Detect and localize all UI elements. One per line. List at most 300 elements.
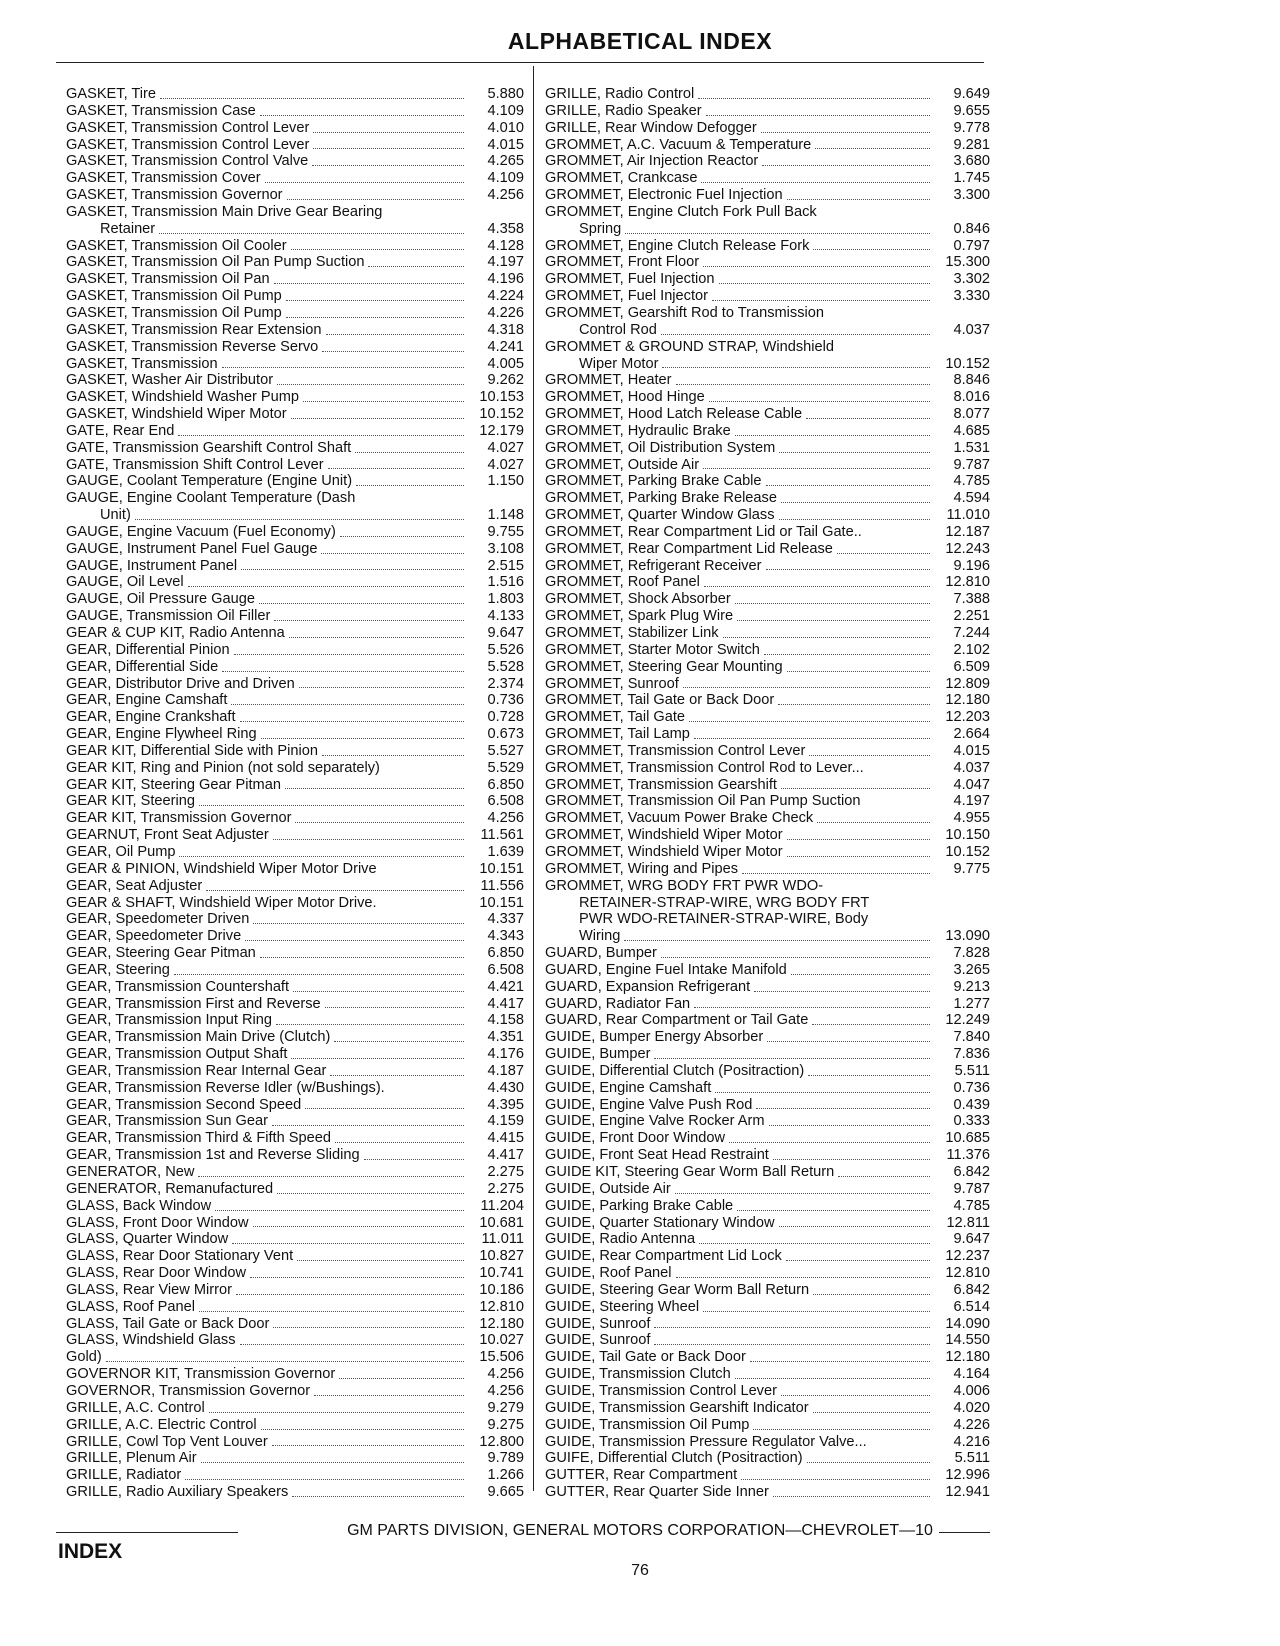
entry-name: GAUGE, Engine Coolant Temperature (Dash [66, 490, 356, 507]
dot-leader [201, 1462, 464, 1463]
entry-page: 5.529 [487, 759, 524, 776]
dot-leader [787, 856, 930, 857]
entry-name: GASKET, Transmission Oil Cooler [66, 237, 287, 254]
dot-leader [321, 553, 464, 554]
dot-leader [694, 1007, 930, 1008]
entry-name: GEAR, Steering [66, 961, 170, 978]
dot-leader [654, 1327, 930, 1328]
entry-page: 6.850 [487, 776, 524, 793]
entry-page: 12.810 [479, 1298, 524, 1315]
entry-page: 4.027 [487, 456, 524, 473]
index-entry [545, 1400, 990, 1417]
index-entry [66, 827, 524, 844]
index-entry [66, 1198, 524, 1215]
entry-name: GEAR & SHAFT, Windshield Wiper Motor Drive. [66, 894, 377, 911]
dot-leader [813, 249, 930, 250]
entry-name: GOVERNOR, Transmission Governor [66, 1382, 311, 1399]
entry-name: GATE, Transmission Gearshift Control Shaft [66, 439, 352, 456]
entry-page: 5.511 [954, 1062, 990, 1079]
index-entry [66, 1063, 524, 1080]
index-entry [66, 962, 524, 979]
entry-page: 11.561 [480, 827, 524, 844]
dot-leader [291, 1058, 464, 1059]
entry-page: 3.302 [953, 271, 990, 288]
entry-page: 10.152 [945, 843, 990, 860]
index-entry [66, 1248, 524, 1265]
dot-leader [174, 974, 464, 975]
entry-page: 10.685 [945, 1130, 990, 1147]
index-entry [545, 1316, 990, 1333]
entry-name: GROMMET, Fuel Injector [545, 288, 708, 305]
index-entry [545, 322, 990, 339]
index-entry [545, 1349, 990, 1366]
index-entry [545, 692, 990, 709]
entry-page: 3.680 [953, 153, 990, 170]
entry-name: GROMMET, Hydraulic Brake [545, 422, 731, 439]
entry-name: GATE, Transmission Shift Control Lever [66, 456, 324, 473]
index-entry [545, 962, 990, 979]
entry-name: GUTTER, Rear Quarter Side Inner [545, 1484, 769, 1501]
entry-page: 4.109 [487, 102, 524, 119]
entry-name: GUIDE, Steering Gear Worm Ball Return [545, 1281, 810, 1298]
entry-name: GROMMET, Tail Lamp [545, 726, 690, 743]
dot-leader [735, 603, 930, 604]
index-entry [66, 1484, 524, 1501]
entry-name: GROMMET, Hood Hinge [545, 389, 705, 406]
index-entry [545, 1080, 990, 1097]
entry-page: 5.528 [487, 658, 524, 675]
index-entry [545, 187, 990, 204]
index-entry [545, 760, 990, 777]
entry-page: 7.840 [953, 1029, 990, 1046]
entry-page: 3.108 [487, 540, 524, 557]
entry-name: GEAR, Steering Gear Pitman [66, 945, 256, 962]
entry-page: 4.226 [953, 1416, 990, 1433]
entry-name: GEAR, Transmission 1st and Reverse Sliding [66, 1147, 360, 1164]
entry-page: 4.351 [487, 1029, 524, 1046]
entry-name: GROMMET, Rear Compartment Lid or Tail Gate.. [545, 523, 862, 540]
index-entry [545, 1029, 990, 1046]
entry-name: GEAR, Distributor Drive and Driven [66, 675, 295, 692]
entry-name: GROMMET, Transmission Control Lever [545, 742, 806, 759]
index-entry [545, 1383, 990, 1400]
entry-name: GRILLE, A.C. Control [66, 1399, 205, 1416]
index-entry [66, 1130, 524, 1147]
index-entry [545, 659, 990, 676]
dot-leader [712, 300, 930, 301]
entry-name: GASKET, Transmission Oil Pump [66, 288, 282, 305]
entry-name: GLASS, Rear Door Stationary Vent [66, 1248, 294, 1265]
index-entry [545, 1484, 990, 1501]
dot-leader [339, 1378, 464, 1379]
dot-leader [368, 266, 464, 267]
entry-name: GEAR KIT, Differential Side with Pinion [66, 742, 318, 759]
entry-page: 6.509 [953, 658, 990, 675]
entry-name: GLASS, Back Window [66, 1197, 212, 1214]
dot-leader [293, 991, 464, 992]
dot-leader [286, 300, 464, 301]
entry-name: GUIDE, Roof Panel [545, 1265, 672, 1282]
entry-name: GEAR, Speedometer Driven [66, 911, 250, 928]
entry-name: GLASS, Rear Door Window [66, 1265, 247, 1282]
index-entry [545, 1366, 990, 1383]
entry-page: 4.196 [487, 271, 524, 288]
index-entry [545, 204, 990, 221]
entry-name: GUARD, Expansion Refrigerant [545, 978, 751, 995]
dot-leader [234, 654, 464, 655]
index-entry [66, 86, 524, 103]
entry-page: 5.526 [487, 641, 524, 658]
index-entry [66, 659, 524, 676]
dot-leader [766, 485, 930, 486]
dot-leader [313, 148, 464, 149]
index-entry [545, 928, 990, 945]
dot-leader [808, 1075, 930, 1076]
index-entry [545, 743, 990, 760]
dot-leader [729, 1142, 930, 1143]
dot-leader [703, 468, 930, 469]
dot-leader [198, 1176, 464, 1177]
entry-page: 12.811 [946, 1214, 990, 1231]
entry-name: GLASS, Rear View Mirror [66, 1281, 232, 1298]
entry-name: GEAR, Transmission First and Reverse [66, 995, 321, 1012]
entry-name: GROMMET, Transmission Oil Pan Pump Suction [545, 793, 861, 810]
index-column-left [66, 86, 524, 1501]
dot-leader [807, 1462, 930, 1463]
dot-leader [260, 957, 464, 958]
dot-leader [291, 418, 464, 419]
entry-page: 4.785 [953, 1197, 990, 1214]
index-entry [545, 1046, 990, 1063]
index-entry [545, 221, 990, 238]
dot-leader [676, 384, 931, 385]
dot-leader [335, 1142, 464, 1143]
entry-name: GUIDE, Front Door Window [545, 1130, 726, 1147]
entry-name: GROMMET, Shock Absorber [545, 591, 731, 608]
index-entry [66, 541, 524, 558]
entry-page: 0.736 [953, 1079, 990, 1096]
entry-page: 12.800 [479, 1433, 524, 1450]
index-entry [66, 1332, 524, 1349]
entry-name: GROMMET, Windshield Wiper Motor [545, 827, 783, 844]
entry-page: 10.152 [479, 406, 524, 423]
entry-name: GROMMET, Fuel Injection [545, 271, 715, 288]
entry-page: 9.775 [953, 860, 990, 877]
dot-leader [787, 839, 930, 840]
entry-page: 14.550 [945, 1332, 990, 1349]
entry-page: 4.337 [487, 911, 524, 928]
entry-page: 4.216 [953, 1433, 990, 1450]
index-entry [66, 558, 524, 575]
entry-name: GUARD, Engine Fuel Intake Manifold [545, 961, 787, 978]
entry-name: GUIDE, Radio Antenna [545, 1231, 696, 1248]
index-entry [66, 271, 524, 288]
entry-page: 3.330 [953, 288, 990, 305]
entry-name: GROMMET, Parking Brake Cable [545, 473, 762, 490]
entry-page: 8.077 [953, 406, 990, 423]
dot-leader [285, 788, 464, 789]
entry-name: GEAR, Transmission Third & Fifth Speed [66, 1130, 331, 1147]
entry-name: GROMMET, Windshield Wiper Motor [545, 843, 783, 860]
entry-page: 4.256 [487, 1366, 524, 1383]
entry-name: GEAR, Speedometer Drive [66, 928, 242, 945]
entry-name: GEAR, Transmission Rear Internal Gear [66, 1062, 327, 1079]
entry-name: GEAR, Differential Side [66, 658, 219, 675]
index-entry [66, 1450, 524, 1467]
entry-page: 4.133 [487, 608, 524, 625]
entry-page: 0.333 [953, 1113, 990, 1130]
entry-page: 1.803 [487, 591, 524, 608]
entry-name: GUARD, Bumper [545, 945, 657, 962]
dot-leader [261, 738, 464, 739]
title-rule [56, 62, 984, 63]
entry-page: 4.265 [487, 153, 524, 170]
index-entry [66, 1012, 524, 1029]
entry-name: GROMMET, Hood Latch Release Cable [545, 406, 803, 423]
index-entry [66, 389, 524, 406]
dot-leader [654, 1344, 930, 1345]
entry-name: GASKET, Transmission Cover [66, 170, 261, 187]
entry-page: 4.421 [487, 978, 524, 995]
entry-page: 2.515 [487, 557, 524, 574]
index-entry [545, 1248, 990, 1265]
dot-leader [817, 822, 930, 823]
dot-leader [698, 98, 930, 99]
dot-leader [303, 401, 464, 402]
entry-page: 4.358 [487, 220, 524, 237]
dot-leader [241, 569, 464, 570]
entry-page: 12.810 [945, 1265, 990, 1282]
index-entry [66, 709, 524, 726]
section-label: INDEX [58, 1540, 123, 1563]
index-entry [545, 979, 990, 996]
dot-leader [737, 1210, 930, 1211]
entry-page: 10.186 [479, 1281, 524, 1298]
entry-page: 4.176 [487, 1046, 524, 1063]
entry-page: 4.256 [487, 810, 524, 827]
index-entry [66, 1046, 524, 1063]
entry-name: GUIDE, Differential Clutch (Positraction) [545, 1062, 805, 1079]
index-entry [66, 473, 524, 490]
index-entry [66, 895, 524, 912]
entry-name: GUIDE, Transmission Gearshift Indicator [545, 1399, 809, 1416]
entry-page: 13.090 [945, 928, 990, 945]
index-entry [66, 524, 524, 541]
dot-leader [199, 1311, 464, 1312]
index-entry [66, 1181, 524, 1198]
index-entry [66, 339, 524, 356]
index-entry [66, 608, 524, 625]
entry-name: GRILLE, Radiator [66, 1467, 182, 1484]
entry-name: GUIDE, Quarter Stationary Window [545, 1214, 775, 1231]
entry-name: GROMMET, Rear Compartment Lid Release [545, 540, 833, 557]
entry-page: 12.179 [479, 422, 524, 439]
index-entry [66, 170, 524, 187]
entry-name: GASKET, Transmission Control Lever [66, 119, 310, 136]
entry-page: 12.243 [945, 540, 990, 557]
index-entry [66, 945, 524, 962]
entry-name: GASKET, Transmission Case [66, 102, 256, 119]
entry-page: 4.197 [953, 793, 990, 810]
entry-name: GROMMET, Transmission Gearshift [545, 776, 777, 793]
dot-leader [273, 839, 464, 840]
index-entry [66, 878, 524, 895]
entry-name: GASKET, Transmission Control Valve [66, 153, 309, 170]
entry-name: GEAR, Transmission Main Drive (Clutch) [66, 1029, 331, 1046]
index-entry [66, 1467, 524, 1484]
index-entry [545, 137, 990, 154]
entry-name: GROMMET, Engine Clutch Release Fork [545, 237, 810, 254]
entry-page: 11.204 [480, 1197, 524, 1214]
dot-leader [764, 654, 930, 655]
dot-leader [706, 115, 930, 116]
entry-page: 3.300 [953, 187, 990, 204]
dot-leader [699, 1243, 930, 1244]
entry-page: 2.275 [487, 1164, 524, 1180]
entry-name: GUIDE, Transmission Clutch [545, 1366, 731, 1383]
entry-name: GLASS, Front Door Window [66, 1214, 249, 1231]
index-entry [66, 507, 524, 524]
entry-page: 0.439 [953, 1096, 990, 1113]
entry-page: 9.778 [953, 119, 990, 136]
entry-name: GAUGE, Engine Vacuum (Fuel Economy) [66, 523, 336, 540]
dot-leader [185, 1479, 464, 1480]
dot-leader [245, 940, 464, 941]
entry-page: 7.388 [953, 591, 990, 608]
entry-page: 4.158 [487, 1012, 524, 1029]
entry-name: GASKET, Transmission Oil Pan [66, 271, 270, 288]
entry-page: 9.647 [487, 625, 524, 641]
dot-leader [806, 418, 930, 419]
entry-name: GEAR, Differential Pinion [66, 641, 230, 658]
dot-leader [779, 1226, 930, 1227]
entry-name: GEAR, Transmission Reverse Idler (w/Bushings). [66, 1079, 385, 1096]
entry-name: GUIDE, Rear Compartment Lid Lock [545, 1248, 782, 1265]
entry-page: 8.846 [953, 372, 990, 389]
index-entry [545, 507, 990, 524]
index-entry [545, 642, 990, 659]
dot-leader [762, 165, 930, 166]
entry-name: GUIDE, Transmission Control Lever [545, 1382, 777, 1399]
entry-name: GUIDE, Front Seat Head Restraint [545, 1147, 769, 1164]
index-entry [66, 676, 524, 693]
index-entry [66, 743, 524, 760]
dot-leader [328, 468, 464, 469]
entry-page: 2.251 [953, 608, 990, 625]
entry-name: GRILLE, Radio Speaker [545, 102, 702, 119]
entry-name: GUIDE, Bumper [545, 1046, 651, 1063]
footer-publisher: GM PARTS DIVISION, GENERAL MOTORS CORPORATION—CHEVROLET—10 [341, 1522, 939, 1539]
index-entry [545, 810, 990, 827]
entry-name: GUIDE, Sunroof [545, 1332, 651, 1349]
entry-page: 4.197 [487, 254, 524, 271]
entry-page: 10.152 [945, 355, 990, 372]
dot-leader [813, 1294, 930, 1295]
entry-page: 12.180 [945, 692, 990, 709]
entry-page: 15.300 [945, 254, 990, 271]
index-entry [66, 760, 524, 777]
index-entry [545, 305, 990, 322]
index-entry [66, 120, 524, 137]
dot-leader [703, 266, 930, 267]
entry-name: PWR WDO-RETAINER-STRAP-WIRE, Body [579, 911, 869, 928]
entry-name: GROMMET, Steering Gear Mounting [545, 658, 783, 675]
entry-name: GASKET, Transmission [66, 355, 218, 372]
index-entry [66, 372, 524, 389]
dot-leader [330, 1075, 464, 1076]
entry-page: 4.015 [487, 136, 524, 153]
dot-leader [287, 199, 464, 200]
index-entry [545, 911, 990, 928]
dot-leader [273, 1327, 464, 1328]
dot-leader [815, 148, 930, 149]
entry-page: 10.151 [479, 894, 524, 911]
index-entry [66, 288, 524, 305]
entry-page: 4.159 [487, 1113, 524, 1130]
entry-page: 4.417 [487, 995, 524, 1012]
dot-leader [159, 233, 464, 234]
entry-page: 12.187 [945, 523, 990, 540]
entry-name: GROMMET, Engine Clutch Fork Pull Back [545, 203, 817, 220]
entry-name: GOVERNOR KIT, Transmission Governor [66, 1366, 336, 1383]
dot-leader [769, 1125, 930, 1126]
dot-leader [291, 249, 464, 250]
entry-page: 4.187 [487, 1062, 524, 1079]
entry-page: 4.594 [953, 490, 990, 507]
entry-name: GEAR, Transmission Output Shaft [66, 1046, 288, 1063]
dot-leader [206, 890, 464, 891]
page-number: 76 [631, 1562, 649, 1579]
index-entry [66, 1417, 524, 1434]
entry-name: GROMMET, Parking Brake Release [545, 490, 777, 507]
entry-name: GROMMET, Vacuum Power Brake Check [545, 810, 814, 827]
entry-name: GASKET, Tire [66, 86, 157, 102]
entry-page: 5.527 [487, 742, 524, 759]
dot-leader [781, 1395, 930, 1396]
entry-page: 12.237 [945, 1248, 990, 1265]
dot-leader [265, 182, 464, 183]
dot-leader [654, 1058, 930, 1059]
index-entry [545, 1299, 990, 1316]
dot-leader [356, 485, 464, 486]
index-entry [66, 591, 524, 608]
index-entry [66, 356, 524, 373]
entry-page: 4.256 [487, 1382, 524, 1399]
dot-leader [809, 755, 930, 756]
dot-leader [791, 974, 930, 975]
entry-name: GRILLE, A.C. Electric Control [66, 1416, 257, 1433]
entry-page: 9.655 [953, 102, 990, 119]
entry-name: GRILLE, Radio Control [545, 86, 695, 102]
entry-name: GROMMET & GROUND STRAP, Windshield [545, 338, 834, 355]
index-entry [66, 1349, 524, 1366]
index-entry [66, 1113, 524, 1130]
entry-name: Unit) [100, 507, 131, 524]
entry-page: 0.797 [953, 237, 990, 254]
index-entry [66, 1299, 524, 1316]
dot-leader [741, 1479, 930, 1480]
index-entry [66, 692, 524, 709]
entry-name: GEARNUT, Front Seat Adjuster [66, 827, 269, 844]
index-entry [545, 625, 990, 642]
dot-leader [703, 1311, 930, 1312]
index-entry [545, 1282, 990, 1299]
entry-name: GROMMET, Stabilizer Link [545, 625, 719, 641]
entry-page: 3.265 [953, 961, 990, 978]
dot-leader [305, 1108, 464, 1109]
entry-page: 4.006 [953, 1382, 990, 1399]
entry-page: 9.789 [487, 1450, 524, 1467]
